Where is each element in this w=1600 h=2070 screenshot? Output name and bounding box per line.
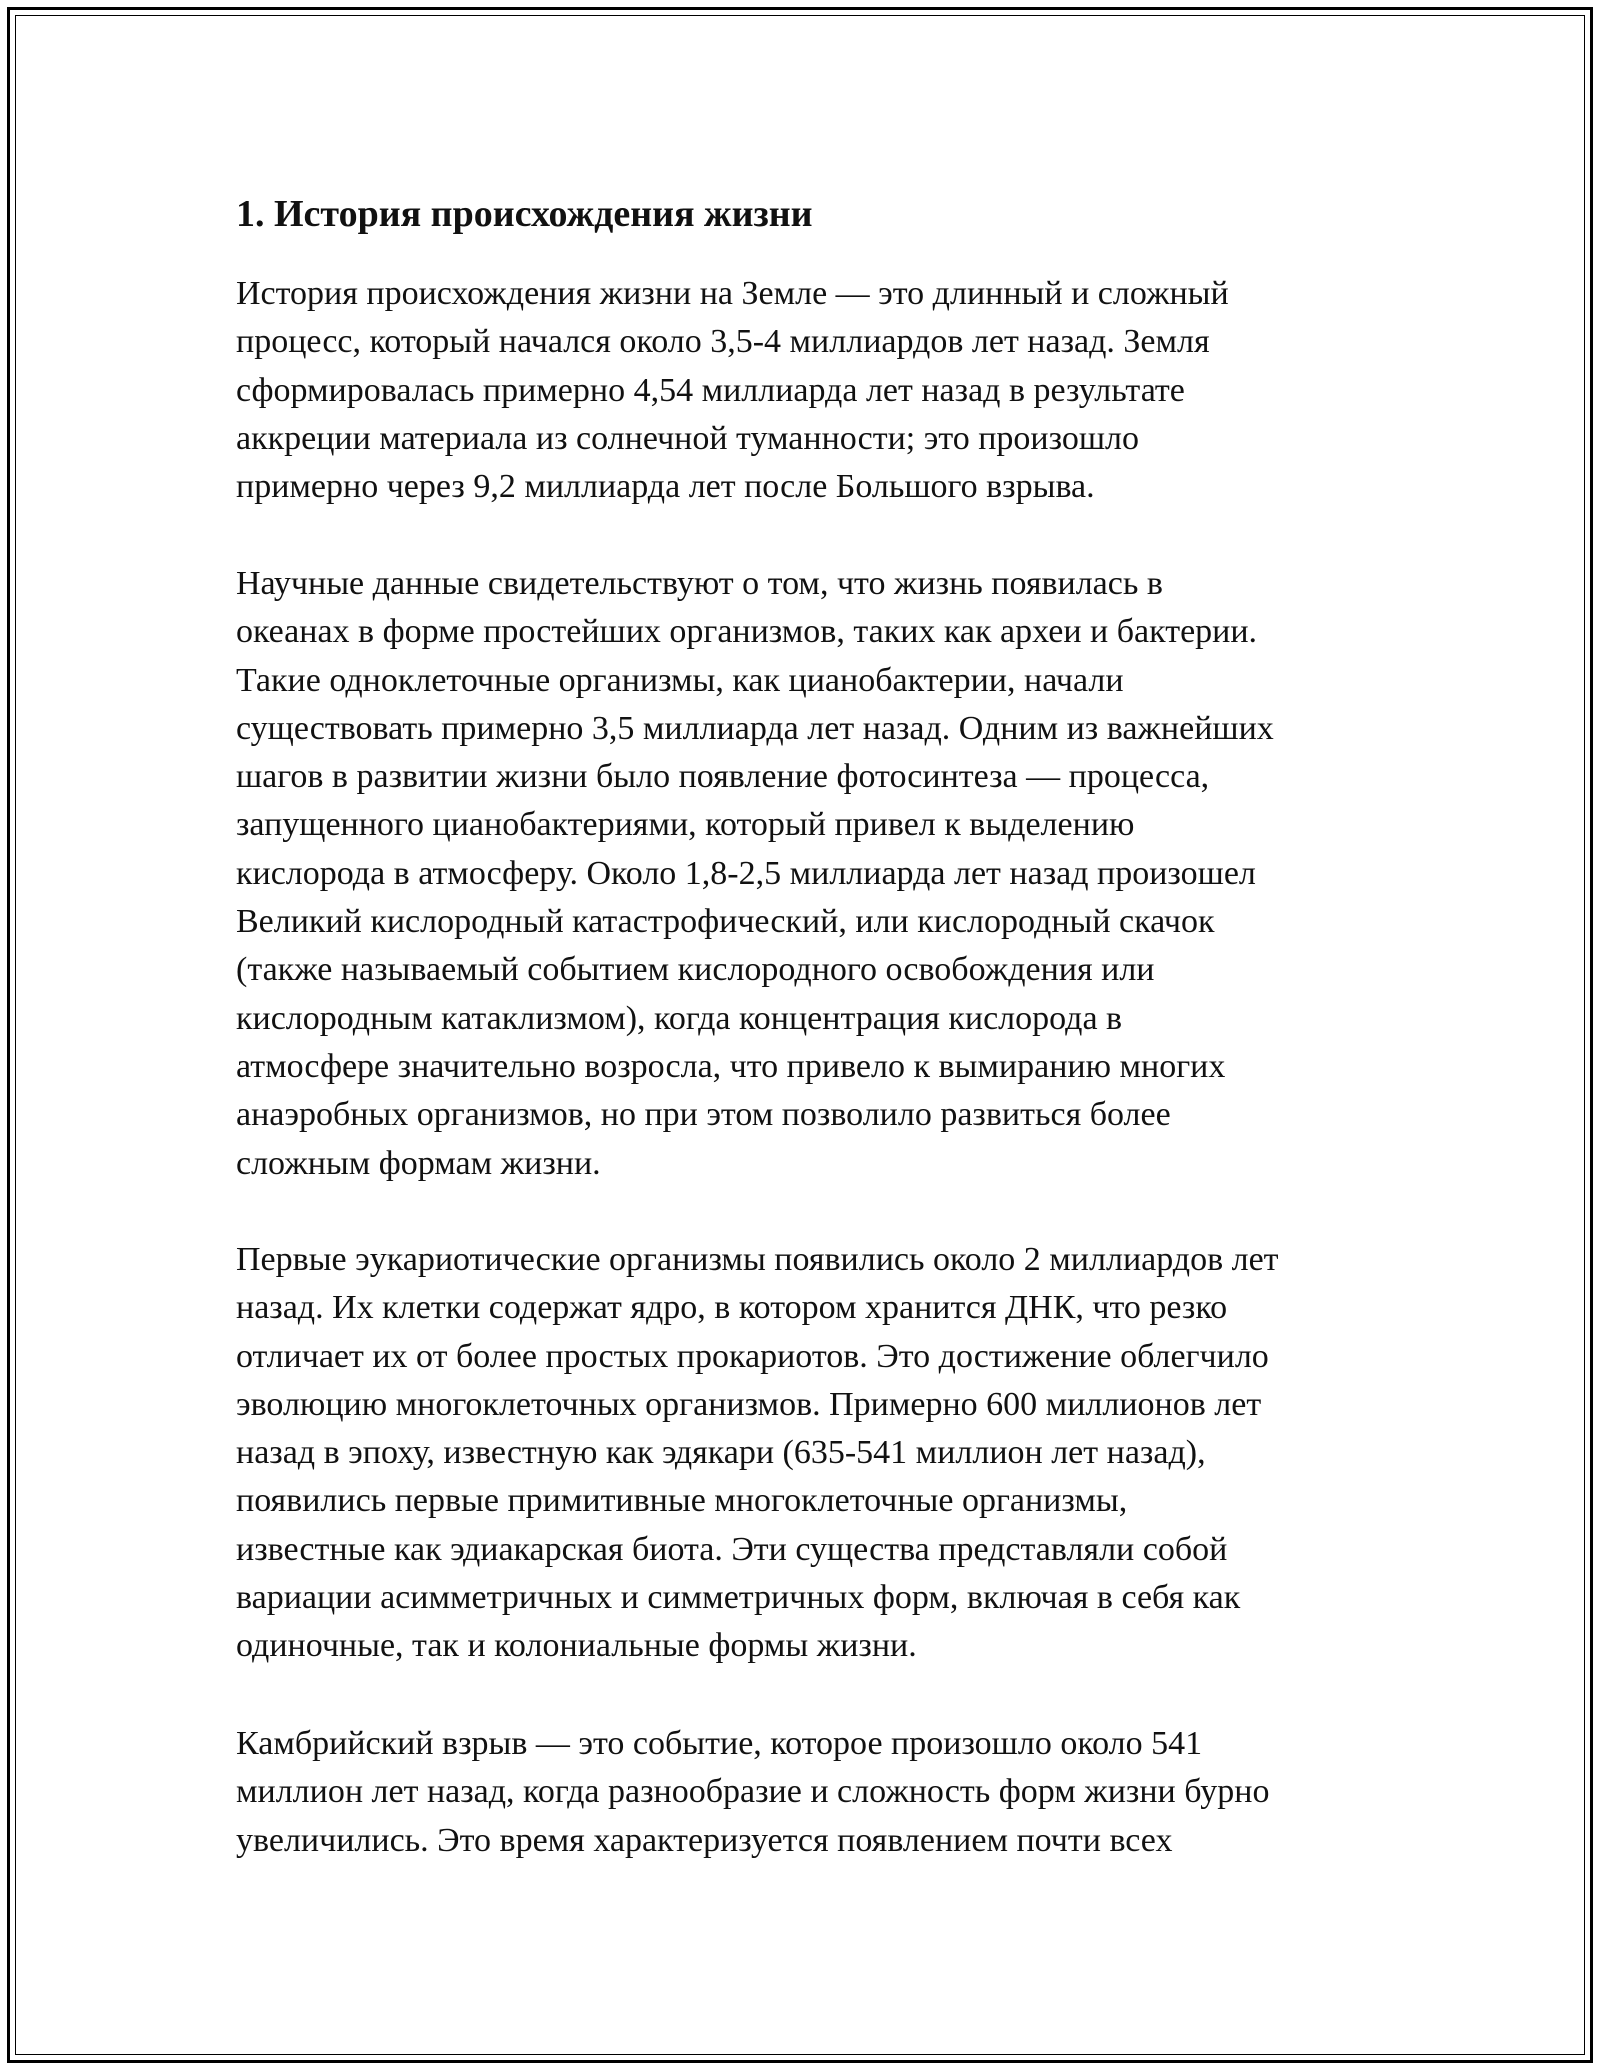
paragraph-line: запущенного цианобактериями, который привел к выделению — [236, 806, 1135, 844]
paragraph-line: эволюцию многоклеточных организмов. Примерно 600 миллионов лет — [236, 1385, 1262, 1423]
paragraph-line: кислорода в атмосферу. Около 1,8-2,5 миллиарда лет назад произошел — [236, 854, 1256, 892]
paragraph-3 — [236, 1236, 1279, 1671]
paragraph-line: Первые эукариотические организмы появились около 2 миллиардов лет — [236, 1241, 1279, 1278]
paragraph-line: назад. Их клетки содержат ядро, в котором хранится ДНК, что резко — [236, 1289, 1228, 1327]
paragraph-line: существовать примерно 3,5 миллиарда лет назад. Одним из важнейших — [236, 709, 1274, 747]
paragraph-line: Камбрийский взрыв — это событие, которое произошло около 541 — [236, 1725, 1203, 1762]
paragraph-1 — [236, 270, 1229, 511]
paragraph-line: анаэробных организмов, но при этом позволило развиться более — [236, 1096, 1171, 1134]
section-heading: 1. История происхождения жизни — [236, 193, 813, 235]
paragraph-line: примерно через 9,2 миллиарда лет после Большого взрыва. — [236, 468, 1095, 506]
paragraph-line: увеличились. Это время характеризуется появлением почти всех — [236, 1821, 1173, 1859]
paragraph-line: вариации асимметричных и симметричных форм, включая в себя как — [236, 1579, 1241, 1617]
document-body — [236, 186, 1416, 1859]
paragraph-2 — [236, 560, 1274, 1188]
paragraph-line: Великий кислородный катастрофический, или кислородный скачок — [236, 903, 1215, 941]
paragraph-line: океанах в форме простейших организмов, таких как археи и бактерии. — [236, 613, 1258, 651]
paragraph-line: процесс, который начался около 3,5-4 миллиардов лет назад. Земля — [236, 323, 1210, 361]
paragraph-line: Научные данные свидетельствуют о том, что жизнь появилась в — [236, 565, 1163, 602]
paragraph-line: сложным формам жизни. — [236, 1144, 601, 1182]
paragraph-line: атмосфере значительно возросла, что привело к вымиранию многих — [236, 1047, 1226, 1085]
paragraph-line: сформировалась примерно 4,54 миллиарда лет назад в результате — [236, 371, 1185, 409]
paragraph-line: Такие одноклеточные организмы, как цианобактерии, начали — [236, 661, 1124, 699]
paragraph-line: одиночные, так и колониальные формы жизни. — [236, 1627, 917, 1665]
paragraph-line: шагов в развитии жизни было появление фотосинтеза — процесса, — [236, 758, 1210, 796]
paragraph-line: отличает их от более простых прокариотов. Это достижение облегчило — [236, 1337, 1269, 1375]
paragraph-line: кислородным катаклизмом), когда концентрация кислорода в — [236, 999, 1123, 1037]
paragraph-line: миллион лет назад, когда разнообразие и сложность форм жизни бурно — [236, 1773, 1270, 1811]
paragraph-line: История происхождения жизни на Земле — это длинный и сложный — [236, 275, 1229, 312]
paragraph-line: известные как эдиакарская биота. Эти существа представляли собой — [236, 1530, 1228, 1568]
paragraph-line: назад в эпоху, известную как эдякари (635-541 миллион лет назад), — [236, 1434, 1206, 1472]
paragraph-line: аккреции материала из солнечной туманности; это произошло — [236, 419, 1139, 457]
paragraph-4 — [236, 1720, 1269, 1865]
paragraph-line: появились первые примитивные многоклеточные организмы, — [236, 1482, 1128, 1520]
paragraph-line: (также называемый событием кислородного освобождения или — [236, 951, 1155, 989]
